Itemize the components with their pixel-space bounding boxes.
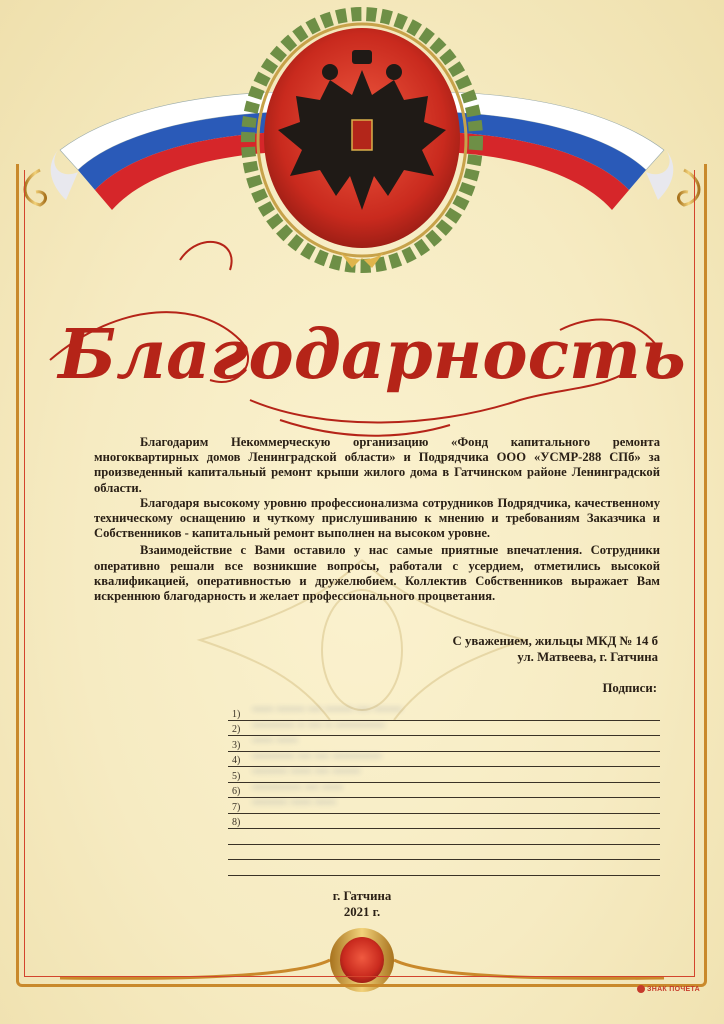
signature-line-number: 2) — [232, 724, 241, 735]
signature-line-number: 7) — [232, 801, 241, 813]
signature-line — [228, 860, 660, 876]
paragraph: Благодарим Некоммерческую организацию «Фонд капитального ремонта многоквартирных домов Ленинградской области» и Подрядчика ООО «УСМР-288 СПб» за произведенный капитальный ремонт крыши жилого дома в Гатчинском районе Ленинградской области. — [94, 435, 660, 495]
signature-line — [228, 829, 660, 845]
publisher-mark — [637, 985, 700, 993]
redacted-signature: ~~~~~ ~~~ ~~ ~~~~ — [252, 763, 361, 778]
publisher-name: ЗНАК ПОЧЕТА — [647, 985, 700, 993]
signature-line-number: 1) — [232, 708, 241, 720]
page-title: Благодарность — [58, 315, 686, 395]
footer-city: г. Гатчина — [332, 889, 392, 903]
signature-line — [228, 814, 660, 830]
signature-lines — [228, 701, 660, 876]
redacted-signature: ~~~~~ ~~~ ~~~ — [252, 794, 336, 809]
signature-line — [228, 845, 660, 861]
paragraph: Взаимодействие с Вами оставило у нас самые приятные впечатления. Сотрудники оперативно решали все возникшие вопросы, работали с усердием, отметились высокой квалификацией, оперативностью и дружелюбием. Коллектив Собственников выражает Вам искреннюю благодарность и желает профессионального процветания. — [94, 543, 660, 604]
signatures-label: Подписи: — [602, 681, 657, 695]
redacted-signature: ~~~ ~~~~ ~~ ~~~~ ~~ ~~~~ — [252, 701, 402, 716]
signature-line-number: 6) — [232, 786, 241, 797]
signature-line-number: 5) — [232, 770, 241, 782]
closing-address: ул. Матвеева, г. Гатчина — [517, 650, 658, 664]
letter-body — [94, 435, 660, 604]
signature-line-number: 3) — [232, 739, 241, 751]
redacted-signature: ~~~ ~~~ — [252, 732, 298, 747]
redacted-signature: ~~~~~~ ~ ~~ ~ ~~~~~~~ — [252, 716, 385, 732]
redacted-signature: ~~~~~~ ~~ ~~ ~~~~~~~ — [252, 747, 382, 763]
closing-block — [453, 633, 658, 665]
footer-year: 2021 г. — [343, 905, 381, 919]
signature-line-number: 4) — [232, 755, 241, 766]
closing-regards: С уважением, жильцы МКД № 14 б — [452, 634, 658, 648]
title-artwork — [0, 0, 724, 440]
redacted-signature: ~~~~~~~ ~~ ~~~ — [252, 778, 343, 794]
paragraph: Благодаря высокому уровню профессионализма сотрудников Подрядчика, качественному техническому оснащению и чуткому прислушиванию к мнению и требованиям Заказчика и Собственников - капитальный ремонт выполнен на высоком уровне. — [94, 495, 660, 541]
signature-line-number: 8) — [232, 817, 241, 828]
publisher-logo-icon — [637, 985, 645, 993]
signature-line — [228, 794, 660, 814]
